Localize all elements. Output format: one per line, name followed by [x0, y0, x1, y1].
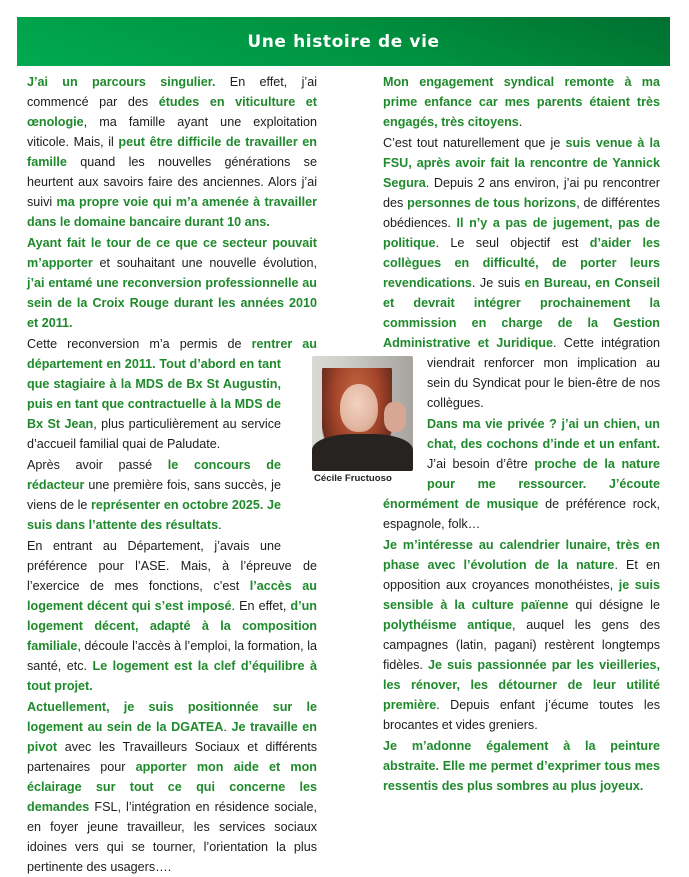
right-column: [383, 72, 660, 796]
body-text: C’est tout naturellement que je: [383, 136, 566, 150]
body-text: Après avoir passé: [27, 458, 168, 472]
body-text: . Depuis enfant j’écume toutes les brocantes et vides greniers.: [383, 698, 660, 732]
body-text: . Cette intégration viendrait renforcer mon implication au sein du Syndicat pour le bien-être de nos collègues.: [427, 336, 660, 410]
body-text: , ma famille ayant une exploitation viticole. Mais, il: [27, 115, 317, 149]
body-text: . Je suis: [471, 276, 525, 290]
highlighted-text: polythéisme antique: [383, 618, 513, 632]
body-text: .: [518, 115, 523, 129]
paragraph: [27, 536, 317, 696]
highlighted-text: Ayant fait le tour de ce que ce secteur pouvait m’apporter: [27, 236, 317, 270]
highlighted-text: études en viticulture et œnologie: [27, 95, 317, 129]
paragraph: [383, 72, 660, 132]
body-text: et souhaitant une nouvelle évolution,: [92, 256, 317, 270]
body-text: . Le seul objectif est: [435, 236, 590, 250]
paragraph: [27, 455, 317, 535]
body-text: FSL, l’intégration en résidence sociale, en foyer jeune travailleur, les services sociaux idoines vers qui se tourner, l’orientation la plus pertinente des usagers….: [27, 800, 317, 874]
paragraph: [383, 736, 660, 796]
highlighted-text: l’accès au logement décent qui s’est imposé: [27, 579, 317, 613]
highlighted-text: j’ai entamé une reconversion professionnelle au sein de la Croix Rouge durant les années 2010 et 2011.: [27, 276, 317, 330]
highlighted-text: représenter en octobre 2025. Je suis dans l’attente des résultats: [27, 498, 281, 532]
body-text: En entrant au Département, j’avais une préférence pour l’ASE. Mais, à l’épreuve de l’exercice de mes fonctions, c’est: [27, 539, 317, 593]
photo-caption: Cécile Fructuoso: [314, 473, 392, 484]
portrait-photo: [312, 356, 413, 471]
body-text: . En effet,: [231, 599, 291, 613]
highlighted-text: Je m’intéresse au calendrier lunaire, très en phase avec l’évolution de la nature: [383, 538, 660, 572]
body-text: . Depuis 2 ans environ, j’ai pu rencontrer des: [383, 176, 660, 210]
highlighted-text: Mon engagement syndical remonte à ma prime enfance car mes parents étaient très engagés, très citoyens: [383, 75, 660, 129]
photo-sweater: [312, 434, 413, 471]
paragraph: [27, 334, 317, 454]
body-text: En effet, j’ai commencé par des: [27, 75, 317, 109]
highlighted-text: en Bureau, en Conseil et devrait intégrer prochainement la commission en charge de la Gestion Administrative et Juridique: [383, 276, 660, 350]
highlighted-text: Je suis passionnée par les vieilleries, les rénover, les détourner de leur utilité première: [383, 658, 660, 712]
paragraph: [27, 233, 317, 333]
body-text: . Et en opposition aux croyances monothéistes,: [383, 558, 660, 592]
body-text: quand les nouvelles générations se heurtent aux savoirs faire des anciennes. Alors j’ai suivi: [27, 155, 317, 209]
body-text: .: [223, 720, 232, 734]
left-column: [27, 72, 317, 877]
highlighted-text: J’ai un parcours singulier.: [27, 75, 216, 89]
paragraph: [27, 697, 317, 877]
highlighted-text: ma propre voie qui m’a amenée à travailler dans le domaine bancaire durant 10 ans.: [27, 195, 317, 229]
highlighted-text: d’un logement décent, adapté à la composition familiale: [27, 599, 317, 653]
highlighted-text: Actuellement, je suis positionnée sur le logement au sein de la DGATEA: [27, 700, 317, 734]
highlighted-text: rentrer au département en 2011. Tout d’abord en tant que stagiaire à la MDS de Bx St Augustin, puis en tant que contractuelle à la MDS de Bx St Jean: [27, 337, 317, 431]
highlighted-text: peut être difficile de travailler en famille: [27, 135, 317, 169]
body-text: , de différentes obédiences.: [383, 196, 660, 230]
body-text: avec les Travailleurs Sociaux et différents partenaires pour: [27, 740, 317, 774]
highlighted-text: personnes de tous horizons: [407, 196, 577, 210]
highlighted-text: le concours de rédacteur: [27, 458, 281, 492]
left-paragraphs: [27, 72, 317, 877]
body-text: qui désigne le: [568, 598, 660, 612]
highlighted-text: Il n’y a pas de jugement, pas de politique: [383, 216, 660, 250]
body-text: .: [218, 518, 222, 532]
paragraph: [383, 535, 660, 735]
body-text: , auquel les gens des campagnes (latin, pagani) restèrent longtemps fidèles.: [383, 618, 661, 672]
body-text: , découle l’accès à l’emploi, la formation, la santé, etc.: [27, 639, 317, 673]
body-text: J’ai besoin d’être: [427, 457, 535, 471]
body-text: une première fois, sans succès, je viens de le: [27, 478, 281, 512]
body-text: , plus particulièrement au service d’accueil familial quai de Paludate.: [27, 417, 281, 451]
highlighted-text: d’aider les collègues en difficulté, de porter leurs revendications: [383, 236, 660, 290]
highlighted-text: apporter mon aide et mon éclairage sur tout ce qui concerne les demandes: [27, 760, 317, 814]
body-text: de préférence rock, espagnole, folk…: [383, 497, 660, 531]
photo-face: [340, 384, 378, 432]
header-banner: [17, 17, 670, 66]
paragraph: [27, 72, 317, 232]
page-title: Une histoire de vie: [247, 31, 440, 52]
highlighted-text: suis venue à la FSU, après avoir fait la rencontre de Yannick Segura: [383, 136, 660, 190]
highlighted-text: proche de la nature pour me ressourcer. J’écoute énormément de musique: [383, 457, 660, 511]
highlighted-text: Je travaille en pivot: [27, 720, 317, 754]
photo-hand: [384, 402, 406, 432]
body-text: Cette reconversion m’a permis de: [27, 337, 252, 351]
highlighted-text: Je m’adonne également à la peinture abstraite. Elle me permet d’exprimer tous mes ressentis des plus sombres au plus joyeux.: [383, 739, 660, 793]
highlighted-text: Le logement est la clef d’équilibre à tout projet.: [27, 659, 317, 693]
highlighted-text: Dans ma vie privée ? j’ai un chien, un chat, des cochons d’inde et un enfant.: [427, 417, 660, 451]
highlighted-text: je suis sensible à la culture païenne: [383, 578, 660, 612]
